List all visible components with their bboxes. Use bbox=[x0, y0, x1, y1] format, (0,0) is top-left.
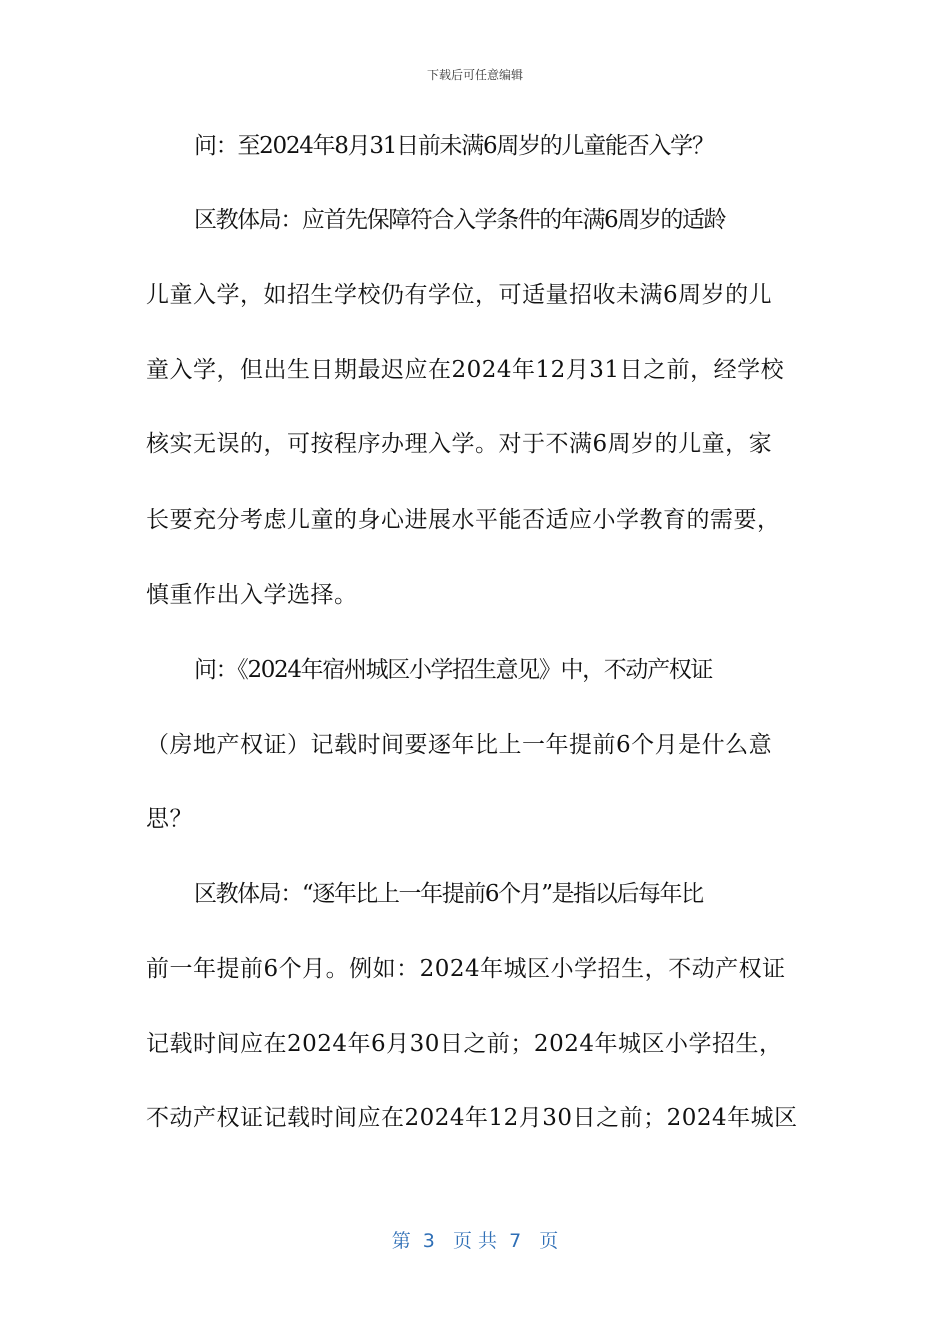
answer-1-line-1: 区教体局：应首先保障符合入学条件的年满6周岁的适龄 bbox=[194, 207, 726, 233]
answer-1-line-6: 慎重作出入学选择。 bbox=[146, 582, 358, 608]
question-2-line-3: 思？ bbox=[146, 806, 193, 832]
answer-1-line-2: 儿童入学，如招生学校仍有学位，可适量招收未满6周岁的儿 bbox=[146, 282, 773, 308]
answer-1-line-3: 童入学，但出生日期最迟应在2024年12月31日之前，经学校 bbox=[146, 357, 785, 383]
answer-2-line-3: 记载时间应在2024年6月30日之前；2024年城区小学招生， bbox=[146, 1031, 783, 1057]
page-number-footer: 第 3 页 共 7 页 bbox=[391, 1230, 559, 1252]
page-header: 下载后可任意编辑 bbox=[426, 68, 523, 82]
answer-1-line-4: 核实无误的，可按程序办理入学。对于不满6周岁的儿童，家 bbox=[146, 431, 773, 457]
answer-2-line-2: 前一年提前6个月。例如：2024年城区小学招生，不动产权证 bbox=[146, 956, 786, 982]
answer-2-line-4: 不动产权证记载时间应在2024年12月30日之前；2024年城区 bbox=[146, 1105, 798, 1131]
question-2-line-2: （房地产权证）记载时间要逐年比上一年提前6个月是什么意 bbox=[146, 732, 773, 758]
answer-1-line-5: 长要充分考虑儿童的身心进展水平能否适应小学教育的需要， bbox=[146, 507, 781, 533]
question-1-line-1: 问：至2024年8月31日前未满6周岁的儿童能否入学？ bbox=[194, 133, 714, 159]
answer-2-line-1: 区教体局：“逐年比上一年提前6个月”是指以后每年比 bbox=[194, 881, 703, 907]
question-2-line-1: 问：《2024年宿州城区小学招生意见》中，不动产权证 bbox=[194, 657, 713, 683]
